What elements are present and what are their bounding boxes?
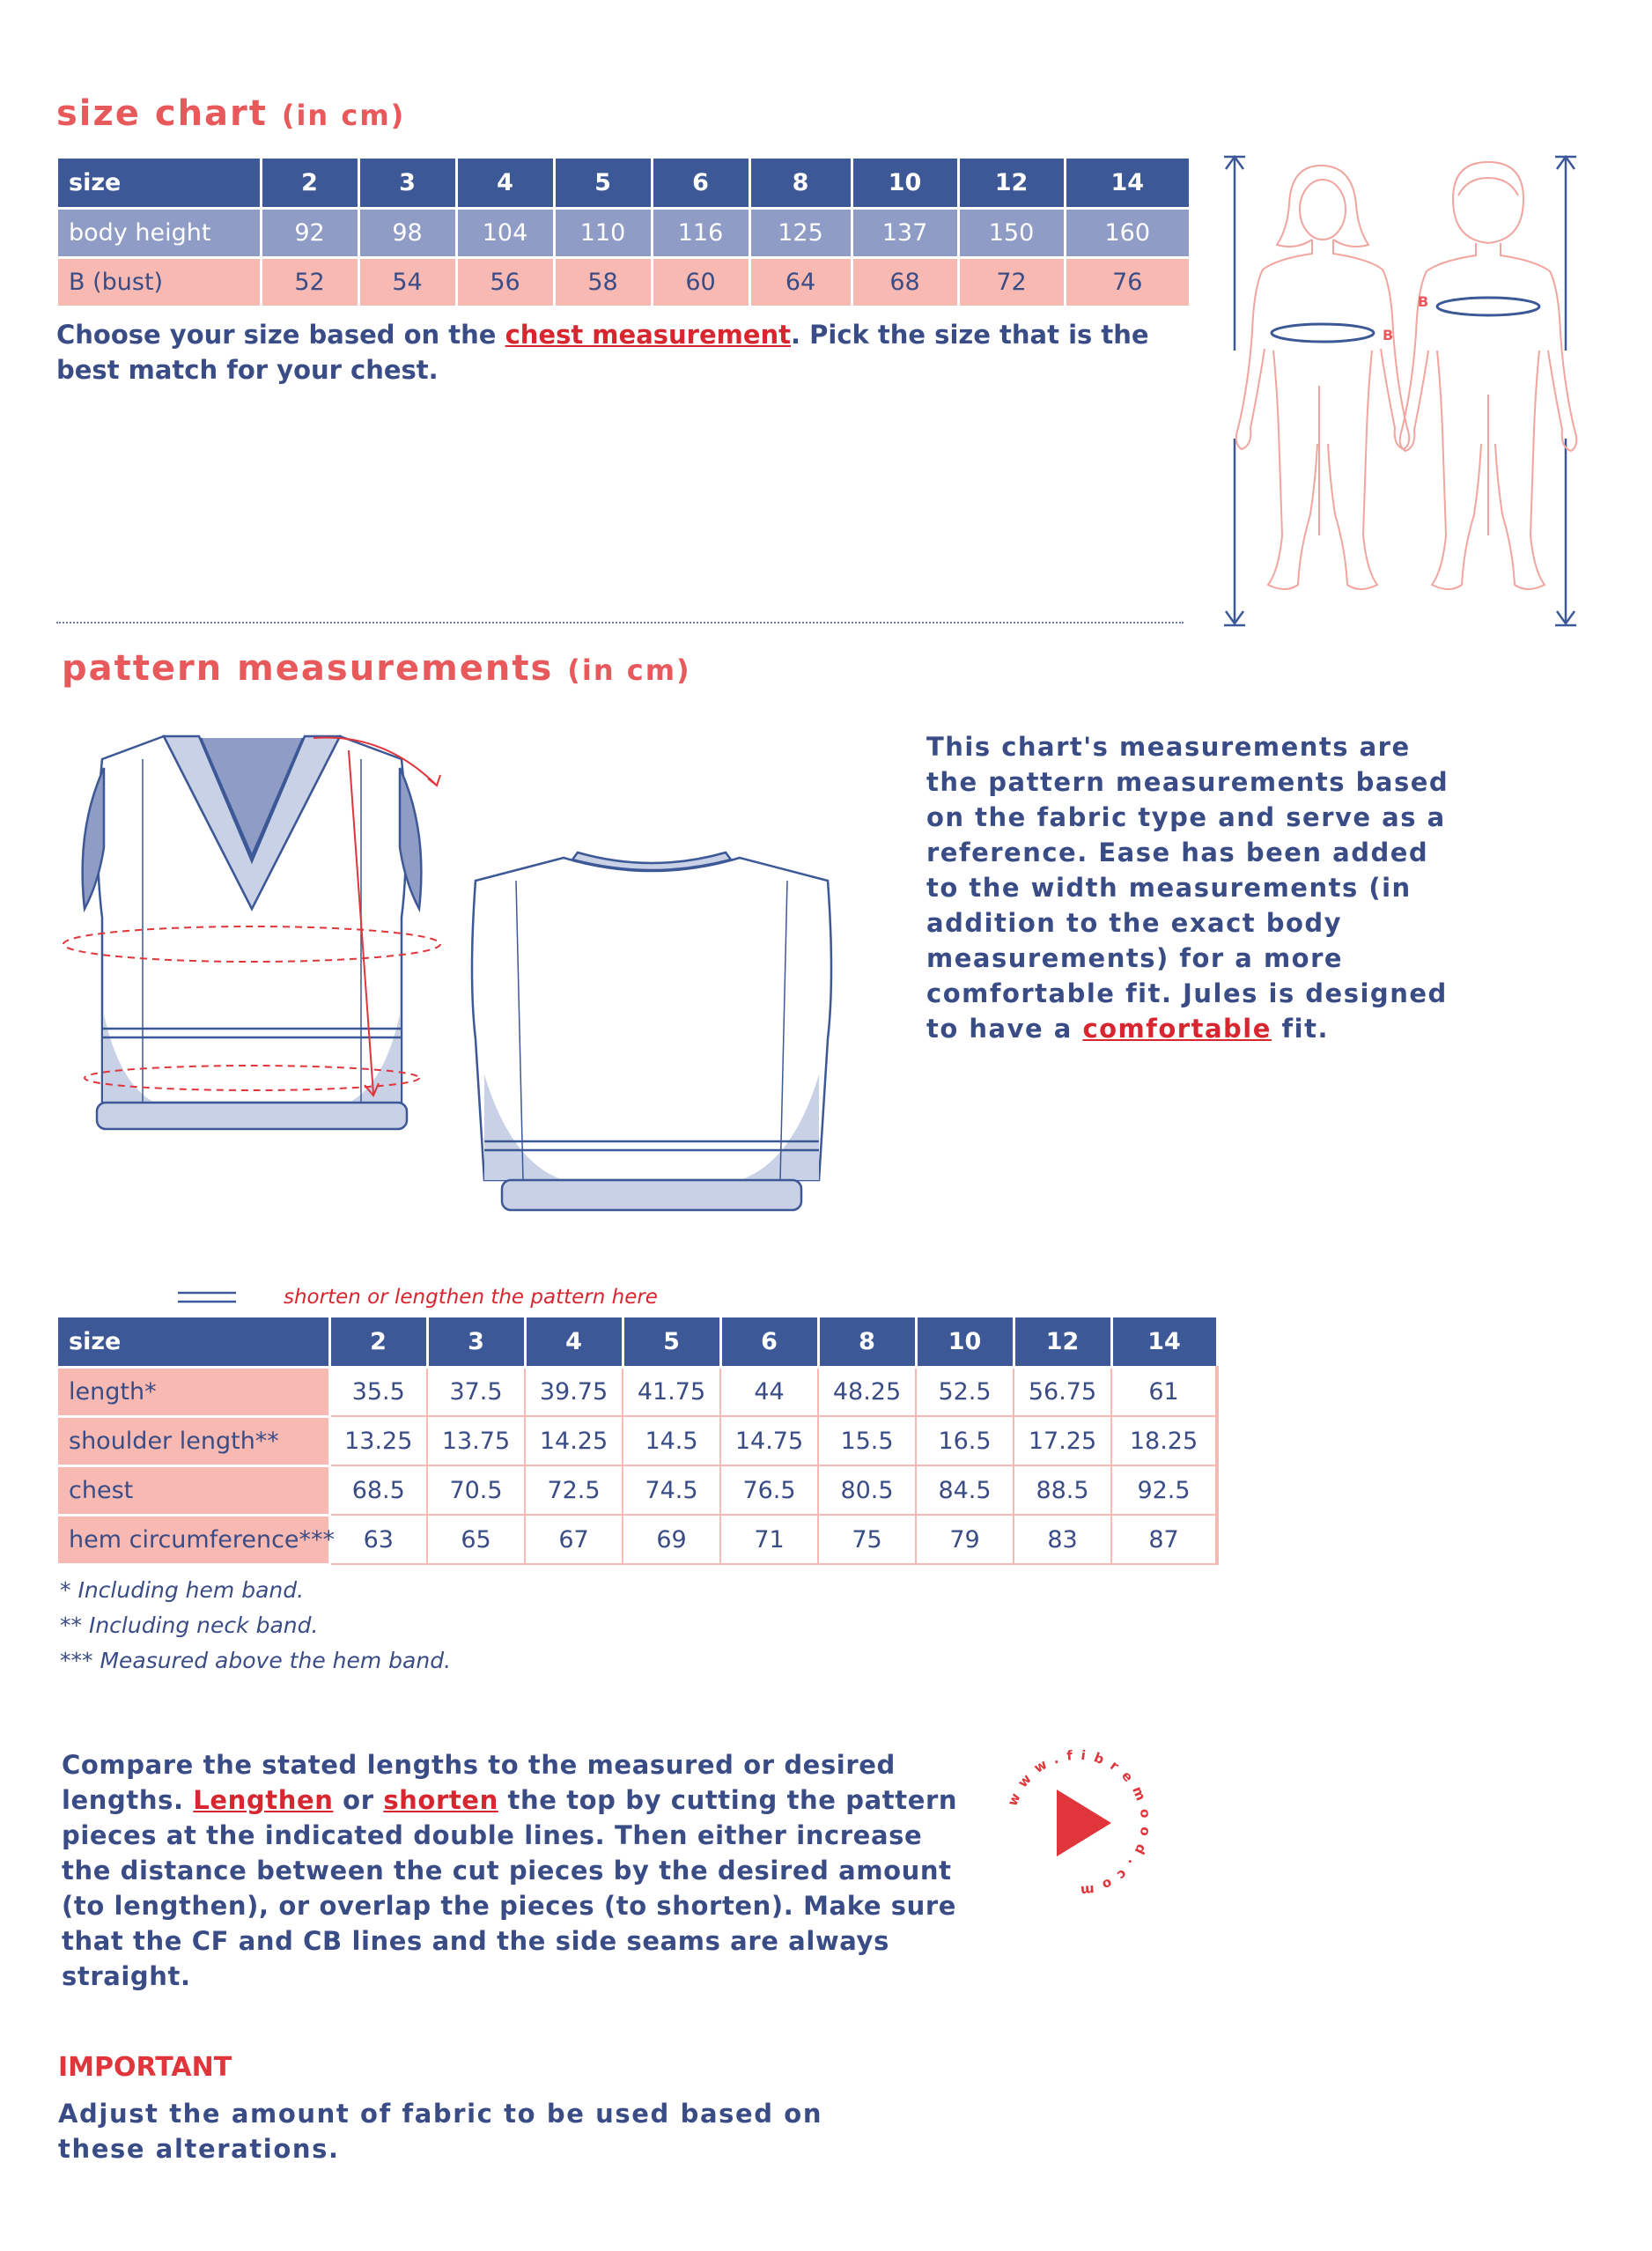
table-cell: 71 bbox=[720, 1515, 818, 1564]
table-cell: 104 bbox=[456, 208, 554, 257]
footnote: ** Including neck band. bbox=[60, 1613, 319, 1638]
alteration-text: or bbox=[333, 1785, 384, 1815]
description-text: fit. bbox=[1271, 1014, 1329, 1044]
section-divider bbox=[56, 622, 1184, 624]
table-cell: 14.5 bbox=[623, 1416, 720, 1465]
table-cell: 98 bbox=[358, 208, 456, 257]
table-cell: 14.75 bbox=[720, 1416, 818, 1465]
table-cell: 83 bbox=[1014, 1515, 1111, 1564]
alteration-text: Compare the stated lengths to the measured or desired lengths. bbox=[62, 1750, 896, 1815]
header-cell: 14 bbox=[1065, 159, 1189, 208]
table-cell: 63 bbox=[329, 1515, 427, 1564]
table-cell: 65 bbox=[427, 1515, 525, 1564]
table-cell: 125 bbox=[749, 208, 852, 257]
table-row bbox=[58, 1465, 1217, 1515]
size-chart-title: size chart bbox=[56, 93, 268, 134]
row-label: chest bbox=[58, 1465, 329, 1515]
alteration-instructions bbox=[62, 1747, 960, 1994]
table-cell: 14.25 bbox=[525, 1416, 623, 1465]
header-cell: 14 bbox=[1111, 1317, 1217, 1367]
header-cell: size bbox=[58, 159, 261, 208]
table-cell: 150 bbox=[958, 208, 1065, 257]
table-cell: 110 bbox=[554, 208, 652, 257]
table-cell: 80.5 bbox=[818, 1465, 916, 1515]
table-cell: 41.75 bbox=[623, 1367, 720, 1416]
header-cell: 5 bbox=[623, 1317, 720, 1367]
header-cell: 12 bbox=[958, 159, 1065, 208]
table-cell: 48.25 bbox=[818, 1367, 916, 1416]
table-cell: 58 bbox=[554, 257, 652, 306]
header-cell: 3 bbox=[358, 159, 456, 208]
footnotes bbox=[60, 1573, 451, 1679]
pattern-measurements-table bbox=[58, 1317, 1219, 1566]
header-cell: 12 bbox=[1014, 1317, 1111, 1367]
header-cell: 4 bbox=[525, 1317, 623, 1367]
height-arrow-left bbox=[1224, 157, 1245, 625]
table-cell: 88.5 bbox=[1014, 1465, 1111, 1515]
girl-bust-line bbox=[1272, 324, 1374, 342]
table-cell: 56.75 bbox=[1014, 1367, 1111, 1416]
play-icon bbox=[1057, 1790, 1111, 1856]
size-chart-note bbox=[56, 317, 1192, 387]
footnote: *** Measured above the hem band. bbox=[60, 1648, 452, 1673]
table-cell: 67 bbox=[525, 1515, 623, 1564]
table-cell: 37.5 bbox=[427, 1367, 525, 1416]
table-cell: 60 bbox=[652, 257, 749, 306]
fibremood-play-logo[interactable] bbox=[999, 1744, 1157, 1902]
table-cell: 74.5 bbox=[623, 1465, 720, 1515]
table-cell: 92 bbox=[261, 208, 358, 257]
table-cell: 79 bbox=[916, 1515, 1014, 1564]
table-cell: 70.5 bbox=[427, 1465, 525, 1515]
header-cell: 4 bbox=[456, 159, 554, 208]
body-height-row bbox=[58, 208, 1189, 257]
important-title: IMPORTANT bbox=[58, 2052, 232, 2083]
height-arrow-right bbox=[1555, 157, 1576, 625]
table-row bbox=[58, 1416, 1217, 1465]
table-cell: 84.5 bbox=[916, 1465, 1014, 1515]
note-text: . Pick the size that is the best match for your chest. bbox=[56, 320, 1149, 385]
row-label: body height bbox=[58, 208, 261, 257]
child-figures-illustration bbox=[1206, 148, 1594, 641]
table-cell: 44 bbox=[720, 1367, 818, 1416]
table-cell: 76.5 bbox=[720, 1465, 818, 1515]
boy-figure bbox=[1400, 162, 1577, 589]
pattern-header-row bbox=[58, 1317, 1217, 1367]
bust-marker-girl: B bbox=[1383, 327, 1394, 343]
shorten-link[interactable]: shorten bbox=[383, 1785, 498, 1815]
table-cell: 72 bbox=[958, 257, 1065, 306]
table-cell: 61 bbox=[1111, 1367, 1217, 1416]
pattern-unit: (in cm) bbox=[567, 653, 691, 687]
table-cell: 75 bbox=[818, 1515, 916, 1564]
row-label: shoulder length** bbox=[58, 1416, 329, 1465]
header-cell: 5 bbox=[554, 159, 652, 208]
header-cell: 3 bbox=[427, 1317, 525, 1367]
table-cell: 17.25 bbox=[1014, 1416, 1111, 1465]
table-cell: 13.25 bbox=[329, 1416, 427, 1465]
table-cell: 18.25 bbox=[1111, 1416, 1217, 1465]
table-cell: 52.5 bbox=[916, 1367, 1014, 1416]
important-text: Adjust the amount of fabric to be used based on these alterations. bbox=[58, 2099, 823, 2164]
pattern-heading bbox=[62, 648, 691, 689]
girl-figure bbox=[1236, 166, 1410, 589]
header-cell: 8 bbox=[818, 1317, 916, 1367]
table-cell: 76 bbox=[1065, 257, 1189, 306]
vest-back bbox=[472, 852, 831, 1210]
table-cell: 35.5 bbox=[329, 1367, 427, 1416]
bust-row bbox=[58, 257, 1189, 306]
row-label: B (bust) bbox=[58, 257, 261, 306]
table-cell: 64 bbox=[749, 257, 852, 306]
vest-front-illustration bbox=[49, 715, 454, 1138]
pattern-title: pattern measurements bbox=[62, 648, 554, 689]
boy-bust-line bbox=[1437, 298, 1539, 315]
table-cell: 92.5 bbox=[1111, 1465, 1217, 1515]
table-row bbox=[58, 1515, 1217, 1564]
lengthen-link[interactable]: Lengthen bbox=[193, 1785, 334, 1815]
size-chart-header-row bbox=[58, 159, 1189, 208]
table-cell: 15.5 bbox=[818, 1416, 916, 1465]
size-chart-table bbox=[58, 159, 1189, 308]
table-cell: 160 bbox=[1065, 208, 1189, 257]
row-label: hem circumference*** bbox=[58, 1515, 329, 1564]
alteration-text: the top by cutting the pattern pieces at the indicated double lines. Then either increase the distance between the cut pieces by the desired amount (to lengthen), or overlap the pieces (to shorten). Make sure that the CF and CB lines and the side seams are always straight. bbox=[62, 1785, 958, 1991]
table-cell: 68.5 bbox=[329, 1465, 427, 1515]
header-cell: 10 bbox=[916, 1317, 1014, 1367]
table-cell: 39.75 bbox=[525, 1367, 623, 1416]
table-cell: 56 bbox=[456, 257, 554, 306]
table-cell: 69 bbox=[623, 1515, 720, 1564]
header-cell: size bbox=[58, 1317, 329, 1367]
vest-back-illustration bbox=[458, 845, 845, 1233]
table-cell: 137 bbox=[852, 208, 958, 257]
double-line-icon bbox=[176, 1288, 238, 1309]
chest-measurement-link[interactable]: chest measurement bbox=[505, 320, 792, 350]
table-cell: 72.5 bbox=[525, 1465, 623, 1515]
pattern-description bbox=[926, 729, 1464, 1046]
header-cell: 10 bbox=[852, 159, 958, 208]
note-text: Choose your size based on the bbox=[56, 320, 505, 350]
logo-circle-text: www.fibremood.com bbox=[1004, 1746, 1154, 1900]
table-cell: 68 bbox=[852, 257, 958, 306]
table-cell: 16.5 bbox=[916, 1416, 1014, 1465]
table-cell: 13.75 bbox=[427, 1416, 525, 1465]
header-cell: 6 bbox=[720, 1317, 818, 1367]
header-cell: 6 bbox=[652, 159, 749, 208]
row-label: length* bbox=[58, 1367, 329, 1416]
size-chart-unit: (in cm) bbox=[281, 99, 406, 132]
table-cell: 52 bbox=[261, 257, 358, 306]
header-cell: 2 bbox=[329, 1317, 427, 1367]
comfortable-link[interactable]: comfortable bbox=[1082, 1014, 1272, 1044]
table-cell: 87 bbox=[1111, 1515, 1217, 1564]
table-cell: 116 bbox=[652, 208, 749, 257]
header-cell: 8 bbox=[749, 159, 852, 208]
description-text: This chart's measurements are the pattern measurements based on the fabric type and serve as a reference. Ease has been added to the width measurements (in addition to the exact body measurements) for a more comfortable fit. Jules is designed to have a bbox=[926, 732, 1449, 1044]
table-row bbox=[58, 1367, 1217, 1416]
header-cell: 2 bbox=[261, 159, 358, 208]
shorten-legend: shorten or lengthen the pattern here bbox=[284, 1286, 658, 1309]
table-cell: 54 bbox=[358, 257, 456, 306]
bust-marker-boy: B bbox=[1418, 293, 1429, 310]
size-chart-heading bbox=[56, 93, 405, 134]
footnote: * Including hem band. bbox=[60, 1577, 305, 1603]
